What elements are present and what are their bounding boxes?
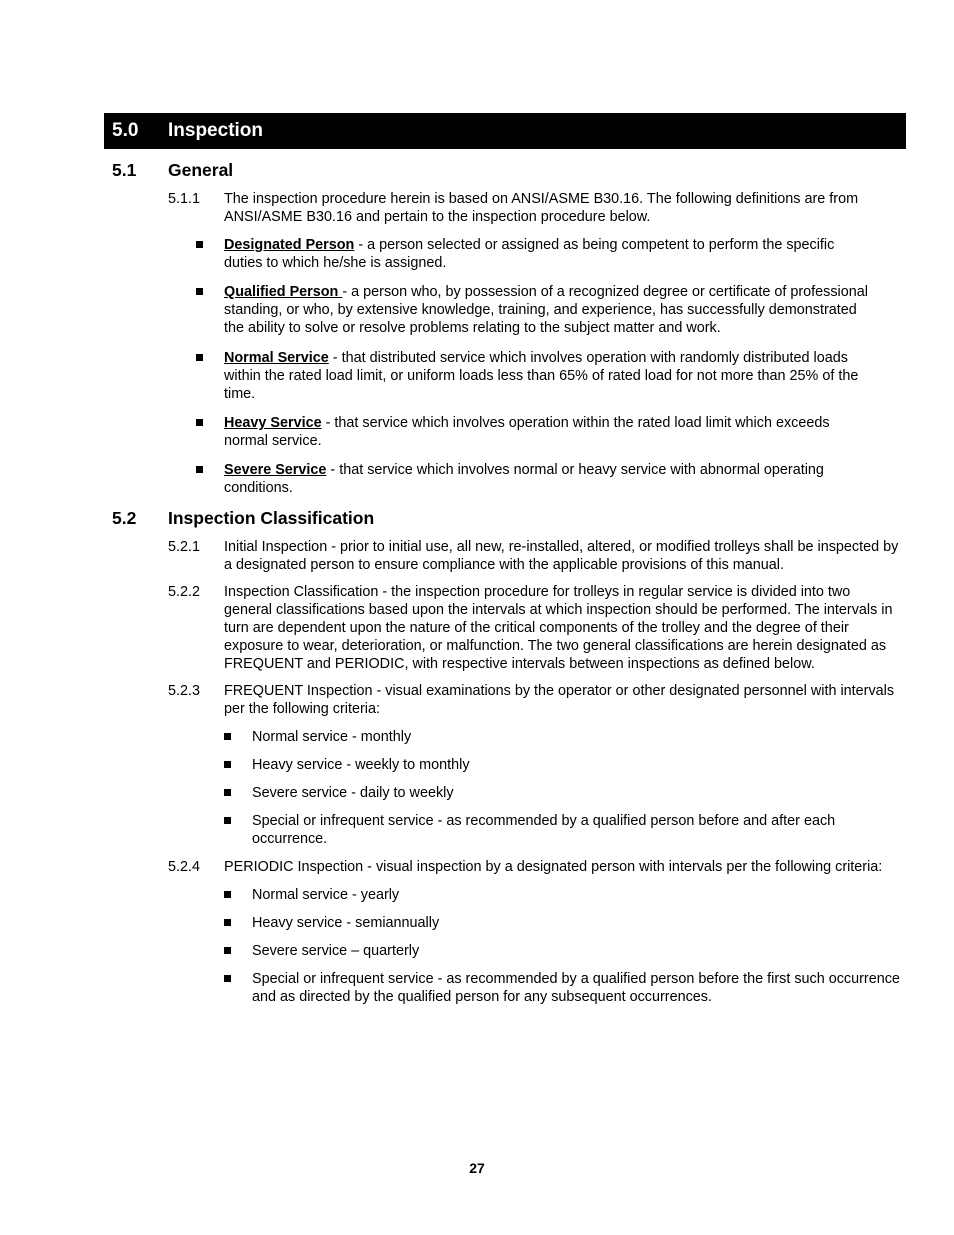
section-title: Inspection [168,120,264,141]
definition-text: - a person who, by possession of a recognized degree or certificate of professional standing, or who, by extensive knowledge, training, and experience, has successfully demonstrated the ability to solve or resolve problems relating to the subject matter and work. [224,284,868,336]
criteria-text: Normal service - yearly [252,887,400,903]
bullet-square-icon [196,419,203,426]
criteria-text: Special or infrequent service - as recommended by a qualified person before the first such occurrence and as directed by the qualified person for any subsequent occurrences. [252,971,900,1005]
bullet-square-icon [224,817,231,824]
definition-text: - a person selected or assigned as being competent to perform the specific duties to which he/she is assigned. [224,237,835,271]
paragraph-text: FREQUENT Inspection - visual examinations by the operator or other designated personnel with intervals per the following criteria: [224,683,895,717]
bullet-square-icon [196,288,203,295]
definition-term: Heavy Service [224,415,322,431]
bullet-square-icon [196,466,203,473]
criteria-text: Severe service - daily to weekly [252,785,454,801]
bullet-square-icon [196,241,203,248]
bullet-square-icon [224,919,231,926]
paragraph-text: Initial Inspection - prior to initial use, all new, re-installed, altered, or modified trolleys shall be inspected by a designated person to ensure compliance with the applicable provisions of this manual. [224,539,899,573]
section-header-bar [104,113,906,149]
bullet-square-icon [224,761,231,768]
paragraph-number: 5.1.1 [168,191,201,207]
criteria-text: Severe service – quarterly [252,943,420,959]
page-number: 27 [469,1160,485,1176]
paragraph-number: 5.2.1 [168,539,201,555]
subsection-title: Inspection Classification [168,508,375,528]
bullet-square-icon [224,891,231,898]
bullet-square-icon [224,789,231,796]
paragraph-text: PERIODIC Inspection - visual inspection by a designated person with intervals per the following criteria: [224,859,883,875]
paragraph-text: Inspection Classification - the inspection procedure for trolleys in regular service is divided into two general classifications based upon the intervals at which inspection should be performed. The intervals in turn are dependent upon the nature of the critical components of the trolley and the degree of their exposure to wear, deterioration, or malfunction. The two general classifications are herein designated as FREQUENT and PERIODIC, with respective intervals between inspections as defined below. [224,584,893,672]
paragraph-number: 5.2.4 [168,859,201,875]
bullet-square-icon [196,354,203,361]
subsection-number: 5.2 [112,508,137,528]
subsection-title: General [168,160,234,180]
definition-term: Designated Person [224,237,355,253]
criteria-text: Heavy service - weekly to monthly [252,757,470,773]
definition-term: Normal Service [224,350,329,366]
paragraph-number: 5.2.2 [168,584,201,600]
bullet-square-icon [224,733,231,740]
criteria-text: Special or infrequent service - as recommended by a qualified person before and after each occurrence. [252,813,836,847]
definition-text: - that service which involves operation within the rated load limit which exceeds normal service. [224,415,830,449]
bullet-square-icon [224,975,231,982]
bullet-square-icon [224,947,231,954]
criteria-text: Heavy service - semiannually [252,915,440,931]
criteria-text: Normal service - monthly [252,729,412,745]
paragraph-text: The inspection procedure herein is based on ANSI/ASME B30.16. The following definitions are from ANSI/ASME B30.16 and pertain to the inspection procedure below. [224,191,859,225]
paragraph-number: 5.2.3 [168,683,201,699]
section-number: 5.0 [112,120,139,141]
definition-term: Severe Service [224,462,327,478]
definition-text: - that service which involves normal or heavy service with abnormal operating conditions. [224,462,824,496]
subsection-number: 5.1 [112,160,137,180]
definition-text: - that distributed service which involves operation with randomly distributed loads within the rated load limit, or uniform loads less than 65% of rated load for not more than 25% of the time. [224,350,859,402]
definition-term: Qualified Person [224,284,343,300]
